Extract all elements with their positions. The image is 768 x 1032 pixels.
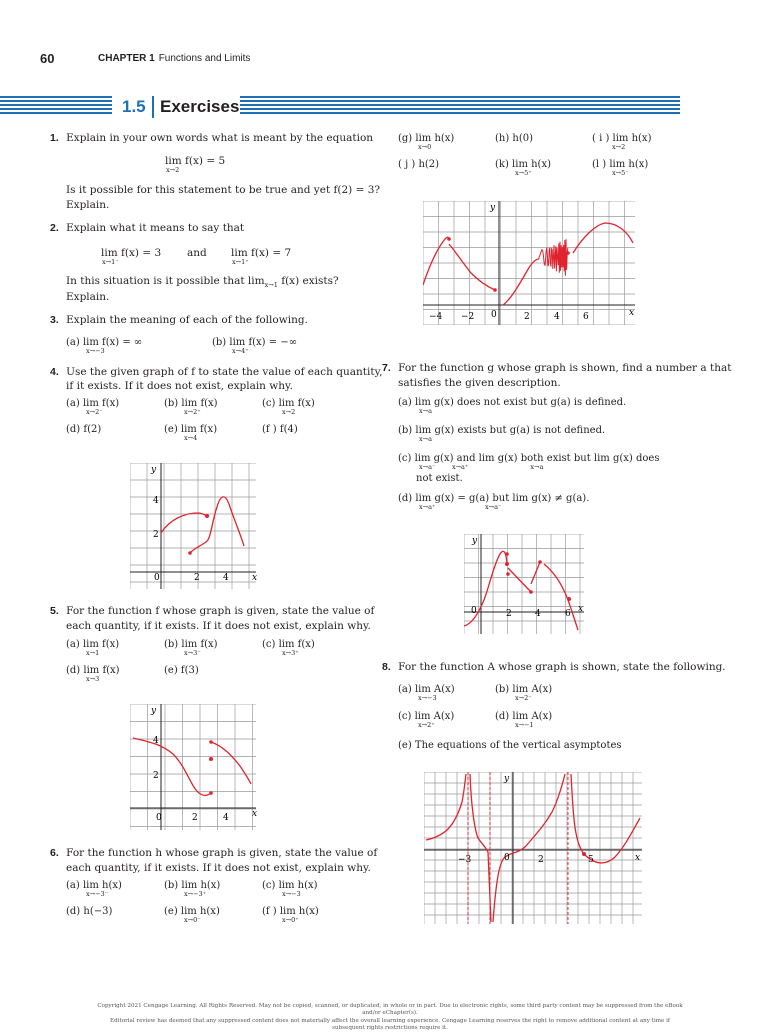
exercise-8 bbox=[382, 660, 726, 674]
exercise-text: For the function A whose graph is shown, state the following. bbox=[398, 661, 726, 673]
exercise-part-subscript: x→0 bbox=[418, 143, 432, 151]
x-tick-6: 6 bbox=[583, 312, 589, 322]
exercise-part: ( j ) h(2) bbox=[398, 159, 440, 170]
exercise-text: each quantity, if it exists. If it does not exist, explain why. bbox=[66, 620, 371, 632]
copyright-line-2: Editorial review has deemed that any suppressed content does not materially affect the overall learning experience. Cengage Learning reserves the right to remove additional content at any time if subsequent rights restrictions require it. bbox=[110, 1017, 670, 1031]
x-axis-label: x bbox=[252, 573, 258, 583]
origin-label: 0 bbox=[491, 310, 497, 320]
oscillating-curve bbox=[539, 239, 568, 276]
exercise-text: For the function h whose graph is given, state the value of bbox=[66, 847, 378, 859]
x-tick-2: 2 bbox=[194, 573, 200, 583]
exercise-part-subscript: x→5⁺ bbox=[515, 169, 532, 177]
exercise-3 bbox=[50, 313, 308, 327]
exercise-number: 3. bbox=[50, 314, 59, 326]
graph-exercise-5 bbox=[130, 704, 260, 830]
running-header bbox=[98, 52, 250, 66]
y-axis-label: y bbox=[151, 465, 157, 475]
copyright-footer bbox=[95, 1003, 685, 1032]
part-b: (b) lim f(x) = −∞ bbox=[212, 337, 298, 348]
x-tick-4: 4 bbox=[223, 573, 229, 583]
part-c-continued: not exist. bbox=[416, 473, 463, 484]
exercise-text: For the function g whose graph is shown, find a number a that bbox=[398, 362, 732, 374]
part-d-subscript: x→a⁺ x→a⁻ bbox=[419, 503, 502, 511]
graph-exercise-7 bbox=[464, 534, 588, 634]
exercise-part: ( i ) lim h(x) bbox=[592, 133, 652, 144]
part-b-subscript: x→4⁺ bbox=[232, 347, 249, 355]
origin-label: 0 bbox=[154, 573, 160, 583]
x-tick-4: 4 bbox=[223, 813, 229, 823]
equation: lim f(x) = 5 bbox=[165, 155, 226, 167]
exercise-2 bbox=[50, 221, 244, 235]
exercise-number: 2. bbox=[50, 222, 59, 234]
origin-label: 0 bbox=[471, 606, 477, 616]
exercise-part: (d) f(2) bbox=[66, 424, 102, 435]
exercise-part-subscript: x→3⁺ bbox=[282, 649, 299, 657]
exercise-part: (f ) lim h(x) bbox=[262, 906, 319, 917]
exercise-part: (e) lim h(x) bbox=[164, 906, 220, 917]
exercise-part: (b) lim h(x) bbox=[164, 880, 221, 891]
exercise-part-subscript: x→2 bbox=[282, 408, 296, 416]
graph-exercise-8 bbox=[424, 772, 646, 924]
exercise-part-subscript: x→−1 bbox=[515, 721, 534, 729]
exercise-part: (b) lim A(x) bbox=[495, 684, 553, 695]
exercise-part-subscript: x→2⁺ bbox=[184, 408, 201, 416]
x-axis-label: x bbox=[578, 604, 584, 614]
exercise-6 bbox=[50, 846, 377, 860]
exercise-part-subscript: x→0⁻ bbox=[184, 916, 201, 924]
chapter-label: CHAPTER 1 bbox=[98, 53, 155, 64]
x-tick-5: 5 bbox=[588, 855, 594, 865]
part-a-subscript: x→−3 bbox=[86, 347, 105, 355]
exercise-part-subscript: x→−3⁺ bbox=[184, 890, 207, 898]
x-tick-2: 2 bbox=[524, 312, 530, 322]
exercise-part: (a) lim f(x) bbox=[66, 639, 120, 650]
graph-exercise-4 bbox=[130, 463, 260, 589]
exercise-part-subscript: x→2⁻ bbox=[515, 694, 532, 702]
exercise-text: if it exists. If it does not exist, explain why. bbox=[66, 380, 293, 392]
exercise-part-subscript: x→2⁺ bbox=[418, 721, 435, 729]
exercise-part: (e) f(3) bbox=[164, 665, 199, 676]
exercise-1 bbox=[50, 131, 373, 145]
exercise-part: (a) lim h(x) bbox=[66, 880, 122, 891]
filled-point bbox=[209, 757, 213, 761]
x-tick--3: −3 bbox=[458, 855, 472, 865]
exercise-text: Explain in your own words what is meant by the equation bbox=[66, 132, 374, 144]
equation-subscript: x→1⁻ bbox=[102, 258, 119, 266]
exercise-part: (a) lim A(x) bbox=[398, 684, 455, 695]
exercise-part-subscript: x→−3 bbox=[282, 890, 301, 898]
origin-label: 0 bbox=[156, 813, 162, 823]
exercise-part: (c) lim f(x) bbox=[262, 398, 315, 409]
exercise-part: (c) lim A(x) bbox=[398, 711, 455, 722]
equation-subscript: x→1⁺ bbox=[232, 258, 249, 266]
x-tick-4: 4 bbox=[535, 609, 541, 619]
part-b-subscript: x→a bbox=[419, 435, 432, 443]
exercise-part: (c) lim f(x) bbox=[262, 639, 315, 650]
exercise-part: (a) lim f(x) bbox=[66, 398, 120, 409]
y-tick-2: 2 bbox=[153, 530, 159, 540]
exercise-part-subscript: x→3⁻ bbox=[184, 649, 201, 657]
exercise-number: 1. bbox=[50, 132, 59, 144]
exercise-part: (k) lim h(x) bbox=[495, 159, 551, 170]
conjunction: and bbox=[187, 247, 207, 259]
part-a-subscript: x→a bbox=[419, 407, 432, 415]
exercise-text: satisfies the given description. bbox=[398, 377, 561, 389]
exercise-part: (f ) f(4) bbox=[262, 424, 298, 435]
exercise-part-subscript: x→1 bbox=[86, 649, 100, 657]
filled-point bbox=[205, 514, 209, 518]
exercise-number: 4. bbox=[50, 366, 59, 378]
y-axis-label: y bbox=[472, 536, 478, 546]
x-tick-2: 2 bbox=[192, 813, 198, 823]
exercise-part-subscript: x→5⁻ bbox=[612, 169, 629, 177]
exercise-part-subscript: x→−3⁻ bbox=[86, 890, 109, 898]
exercise-part-subscript: x→2⁻ bbox=[86, 408, 103, 416]
exercise-part: (b) lim f(x) bbox=[164, 398, 218, 409]
exercise-text: Explain. bbox=[66, 291, 110, 303]
x-tick--2: −2 bbox=[461, 312, 475, 322]
exercise-number: 6. bbox=[50, 847, 59, 859]
exercise-text: Is it possible for this statement to be true and yet f(2) = 3? bbox=[66, 184, 381, 196]
page-number: 60 bbox=[40, 51, 55, 66]
exercise-part: (g) lim h(x) bbox=[398, 133, 455, 144]
exercise-text: Explain the meaning of each of the following. bbox=[66, 314, 308, 326]
x-tick--4: −4 bbox=[429, 312, 443, 322]
exercise-part: (b) lim f(x) bbox=[164, 639, 218, 650]
part-c-subscript: x→a⁻ x→a⁺ x→a bbox=[419, 463, 544, 471]
y-axis-label: y bbox=[151, 706, 157, 716]
section-title: Exercises bbox=[160, 97, 240, 116]
part-d: (d) lim g(x) = g(a) but lim g(x) ≠ g(a). bbox=[398, 493, 590, 504]
x-axis-label: x bbox=[629, 308, 635, 318]
y-tick-4: 4 bbox=[153, 496, 159, 506]
y-tick-4: 4 bbox=[153, 736, 159, 746]
exercise-part-subscript: x→0⁺ bbox=[282, 916, 299, 924]
exercise-part: (l ) lim h(x) bbox=[592, 159, 649, 170]
exercise-number: 7. bbox=[382, 362, 391, 374]
y-axis-label: y bbox=[490, 203, 496, 213]
exercise-part: (c) lim h(x) bbox=[262, 880, 318, 891]
exercise-number: 8. bbox=[382, 661, 391, 673]
part-e: (e) The equations of the vertical asymptotes bbox=[398, 740, 622, 751]
part-a: (a) lim f(x) = ∞ bbox=[66, 337, 143, 348]
equation: lim f(x) = 7 bbox=[231, 247, 292, 259]
exercise-part-subscript: x→3 bbox=[86, 675, 100, 683]
exercise-text: each quantity, if it exists. If it does not exist, explain why. bbox=[66, 862, 371, 874]
exercise-5 bbox=[50, 604, 374, 618]
x-tick-2: 2 bbox=[506, 609, 512, 619]
exercise-part: (d) lim A(x) bbox=[495, 711, 553, 722]
exercise-part-subscript: x→−3 bbox=[418, 694, 437, 702]
equation-subscript: x→2 bbox=[166, 166, 180, 174]
curve-left-branch bbox=[161, 513, 207, 533]
copyright-line-1: Copyright 2021 Cengage Learning. All Rights Reserved. May not be copied, scanned, or duplicated, in whole or in part. Due to electronic rights, some third party content may be suppressed from the eBook and/or eChapter(s). bbox=[97, 1003, 683, 1017]
exercise-text: For the function f whose graph is given, state the value of bbox=[66, 605, 375, 617]
curve-right-branch bbox=[211, 742, 251, 784]
exercise-number: 5. bbox=[50, 605, 59, 617]
graph-exercise-6 bbox=[423, 201, 639, 325]
section-divider bbox=[152, 96, 154, 118]
part-c: (c) lim g(x) and lim g(x) both exist but lim g(x) does bbox=[398, 453, 660, 464]
exercise-part: (d) h(−3) bbox=[66, 906, 113, 917]
section-number: 1.5 bbox=[122, 97, 146, 116]
exercise-part: (e) lim f(x) bbox=[164, 424, 218, 435]
x-axis-label: x bbox=[252, 809, 258, 819]
exercise-text: Use the given graph of f to state the value of each quantity, bbox=[66, 366, 383, 378]
part-b: (b) lim g(x) exists but g(a) is not defined. bbox=[398, 425, 606, 436]
origin-label: 0 bbox=[504, 853, 510, 863]
exercise-text: Explain. bbox=[66, 199, 110, 211]
part-a: (a) lim g(x) does not exist but g(a) is defined. bbox=[398, 397, 627, 408]
x-tick-4: 4 bbox=[554, 312, 560, 322]
exercise-part: (h) h(0) bbox=[495, 133, 534, 144]
exercise-4 bbox=[50, 365, 382, 379]
exercise-7 bbox=[382, 361, 731, 375]
exercise-text: Explain what it means to say that bbox=[66, 222, 245, 234]
y-axis-label: y bbox=[504, 774, 510, 784]
equation: lim f(x) = 3 bbox=[101, 247, 162, 259]
chapter-title: Functions and Limits bbox=[158, 53, 251, 64]
curve-left-branch bbox=[133, 738, 211, 795]
exercise-part-subscript: x→2 bbox=[612, 143, 626, 151]
x-axis-label: x bbox=[635, 853, 641, 863]
exercise-text: In this situation is it possible that $\lim_{x\to 1} f(x)$ exists? bbox=[66, 275, 339, 290]
x-tick-6: 6 bbox=[565, 609, 571, 619]
x-tick-2: 2 bbox=[538, 855, 544, 865]
exercise-part-subscript: x→4 bbox=[184, 434, 198, 442]
y-tick-2: 2 bbox=[153, 771, 159, 781]
exercise-part: (d) lim f(x) bbox=[66, 665, 120, 676]
